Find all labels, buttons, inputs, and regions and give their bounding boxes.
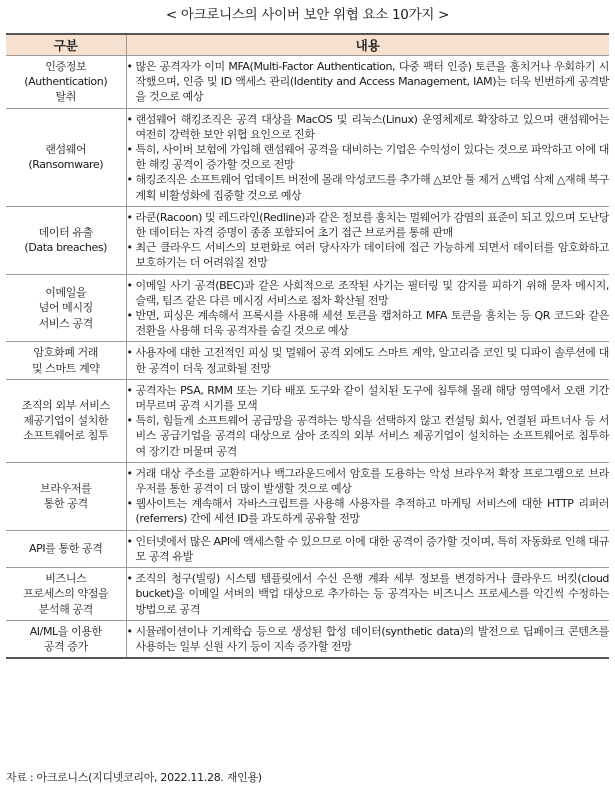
table-row [6,462,609,530]
table-row [6,568,609,621]
table-row [6,342,609,379]
bullet-item [127,142,610,172]
source-note: 자료 : 아크로니스(지디넷코리아, 2022.11.28. 재인용) [6,771,262,784]
category-line: (Data breaches) [24,241,108,255]
bullet-text: 라쿤(Racoon) 및 레드라인(Redline)과 같은 정보를 훔치는 멀웨어가 감염의 표준이 되고 있으며 도난당한 데이터는 자격 증명이 종종 포함되어 초기 접근 브로커를 통해 판매 [135,210,609,240]
category-line: 데이터 유출 [38,226,93,240]
bullet-item [127,496,610,526]
bullet-icon: • [126,466,133,480]
table-row [6,379,609,462]
bullet-icon: • [126,624,133,638]
bullet-text: 특히, 힘들게 소프트웨어 공급망을 공격하는 방식을 선택하지 않고 컨설팅 회사, 연결된 파트너사 등 서비스 공급기업을 공격의 대상으로 삼아 조직의 외부 서비스 제공기업이 설치하는 소프트웨어로 침투하여 장기간 머물며 공격 [135,414,609,458]
table-row [6,206,609,274]
content-cell [126,462,609,530]
category-cell [6,620,126,658]
bullet-text: 인터넷에서 많은 API에 액세스할 수 있으므로 이에 대한 공격이 증가할 것이며, 특히 자동화로 인해 대규모 공격 유발 [135,534,609,563]
category-line: 및 스마트 계약 [31,361,100,375]
table-row [6,108,609,206]
category-line: (Ransomware) [28,158,104,172]
bullet-icon: • [126,309,133,323]
bullet-icon: • [126,143,133,157]
bullet-text: 이메일 사기 공격(BEC)과 같은 사회적으로 조작된 사기는 필터링 및 감지를 피하기 위해 문자 메시지, 슬랙, 팀즈 같은 다른 메시징 서비스로 점차 확산될 전망 [135,278,609,307]
category-cell [6,462,126,530]
bullet-item [127,278,610,308]
category-cell [6,108,126,206]
bullet-item [127,534,610,564]
category-cell [6,56,126,109]
bullet-text: 시뮬레이션이나 기계학습 등으로 생성된 합성 데이터(synthetic data)의 발전으로 딥페이크 콘텐츠를 사용하는 일부 신원 사기 등이 지속 증가할 전망 [135,624,609,653]
bullet-text: 웹사이트는 계속해서 자바스크립트를 사용해 사용자를 추적하고 마케팅 서비스에 대한 HTTP 리퍼러(referrers) 간에 세션 ID를 과도하게 공유할 전망 [135,497,609,526]
bullet-text: 최근 클라우드 서비스의 보편화로 여러 당사자가 데이터에 접근 가능하게 되면서 데이터를 암호화하고 보호하기는 더 어려워질 전망 [135,241,609,270]
category-line: AI/ML을 이용한 [29,624,102,638]
content-cell [126,56,609,109]
table-row [6,56,609,109]
bullet-text: 해킹조직은 소프트웨어 업데이트 버전에 몰래 악성코드를 추가해 △보안 툴 제거 △백업 삭제 △재해 복구 계획 비활성화에 집중할 것으로 예상 [135,173,609,202]
table-row [6,274,609,342]
category-line: 인증정보 [45,60,87,73]
bullet-item [127,383,610,413]
category-cell [6,206,126,274]
category-line: API를 통한 공격 [28,542,103,556]
category-line: 공격 증가 [43,639,88,653]
bullet-icon: • [126,534,133,548]
category-line: 분석해 공격 [38,602,93,616]
content-cell [126,530,609,567]
bullet-item [127,172,610,202]
bullet-item [127,413,610,459]
bullet-item [127,571,610,617]
category-line: 소프트웨어로 침투 [23,429,109,443]
category-line: (Authentication) [24,75,108,89]
content-cell [126,379,609,462]
header-content: 내용 [126,34,609,56]
bullet-item [127,59,610,105]
content-cell [126,274,609,342]
category-cell [6,274,126,342]
category-line: 이메일을 [45,286,87,300]
table-row [6,530,609,567]
table-title: < 아크로니스의 사이버 보안 위협 요소 10가지 > [165,7,450,23]
bullet-item [127,210,610,240]
content-cell [126,620,609,658]
bullet-icon: • [126,210,133,224]
category-line: 탈취 [55,90,76,104]
content-cell [126,342,609,379]
bullet-icon: • [126,60,133,73]
header-category: 구분 [6,34,126,56]
bullet-icon: • [126,383,133,397]
threat-table [6,33,609,659]
category-line: 암호화폐 거래 [33,346,98,360]
bullet-icon: • [126,241,133,255]
bullet-item [127,308,610,338]
table-row [6,620,609,658]
category-line: 제공기업이 설치한 [23,414,109,428]
content-cell [126,568,609,621]
category-line: 랜섬웨어 [45,143,87,157]
category-line: 서비스 공격 [38,316,93,330]
bullet-item [127,345,610,375]
category-line: 브라우저를 [40,482,92,496]
bullet-item [127,624,610,654]
bullet-text: 특히, 사이버 보험에 가입해 랜섬웨어 공격을 대비하는 기업은 수익성이 있다는 것으로 파악하고 이에 대한 해킹 공격이 증가할 것으로 전망 [135,143,609,172]
content-cell [126,108,609,206]
table-header-row [6,34,609,56]
category-line: 통한 공격 [43,497,88,511]
bullet-text: 거래 대상 주소를 교환하거나 백그라운드에서 암호를 도용하는 악성 브라우저 확장 프로그램으로 브라우저를 통한 공격이 더 많이 발생할 것으로 예상 [135,466,609,496]
bullet-icon: • [126,112,133,126]
bullet-icon: • [126,346,133,360]
bullet-text: 조직의 청구(빌링) 시스템 템플릿에서 수신 은행 계좌 세부 정보를 변경하거나 클라우드 버킷(cloud bucket)을 이메일 서버의 백업 대상으로 추가하는 등 공격자는 비즈니스 프로세스를 악긴씩 수정하는 방법으로 공격 [135,572,609,616]
category-line: 프로세스의 약점을 [23,587,109,601]
category-cell [6,342,126,379]
bullet-icon: • [126,497,133,511]
category-cell [6,530,126,567]
bullet-icon: • [126,278,133,292]
category-line: 넘어 메시징 [38,301,93,315]
content-cell [126,206,609,274]
bullet-icon: • [126,414,133,428]
bullet-text: 반면, 피싱은 계속해서 프록시를 사용해 세션 토큰을 캡처하고 MFA 토큰을 훔치는 등 QR 코드와 같은 전환을 사용해 더욱 공격자를 숨길 것으로 예상 [135,309,609,338]
category-line: 비즈니스 [45,572,87,586]
category-cell [6,568,126,621]
bullet-item [127,240,610,270]
bullet-text: 공격자는 PSA, RMM 또는 기타 배포 도구와 같이 설치된 도구에 침투해 몰래 해당 영역에서 오랜 기간 머무르며 공격 시기를 모색 [135,383,609,413]
category-cell [6,379,126,462]
bullet-item [127,112,610,142]
bullet-text: 많은 공격자가 이미 MFA(Multi-Factor Authentication, 다중 팩터 인증) 토큰을 훔치거나 우회하기 시작했으며, 인증 및 ID 액세스 관리(Identity and Access Management, IAM)는 더욱 빈번하게 공격받을 것으로 예상 [135,60,609,104]
bullet-text: 랜섬웨어 해킹조직은 공격 대상을 MacOS 및 리눅스(Linux) 운영체제로 확장하고 있으며 랜섬웨어는 여전히 강력한 보안 위협 요인으로 진화 [135,112,609,141]
bullet-icon: • [126,173,133,187]
bullet-item [127,466,610,496]
table-body [6,56,609,659]
category-line: 조직의 외부 서비스 [21,399,110,413]
bullet-text: 사용자에 대한 고전적인 피싱 및 멀웨어 공격 외에도 스마트 계약, 알고리즘 코인 및 디파이 솔루션에 대한 공격이 더욱 정교화될 전망 [135,346,609,375]
bullet-icon: • [126,572,133,586]
